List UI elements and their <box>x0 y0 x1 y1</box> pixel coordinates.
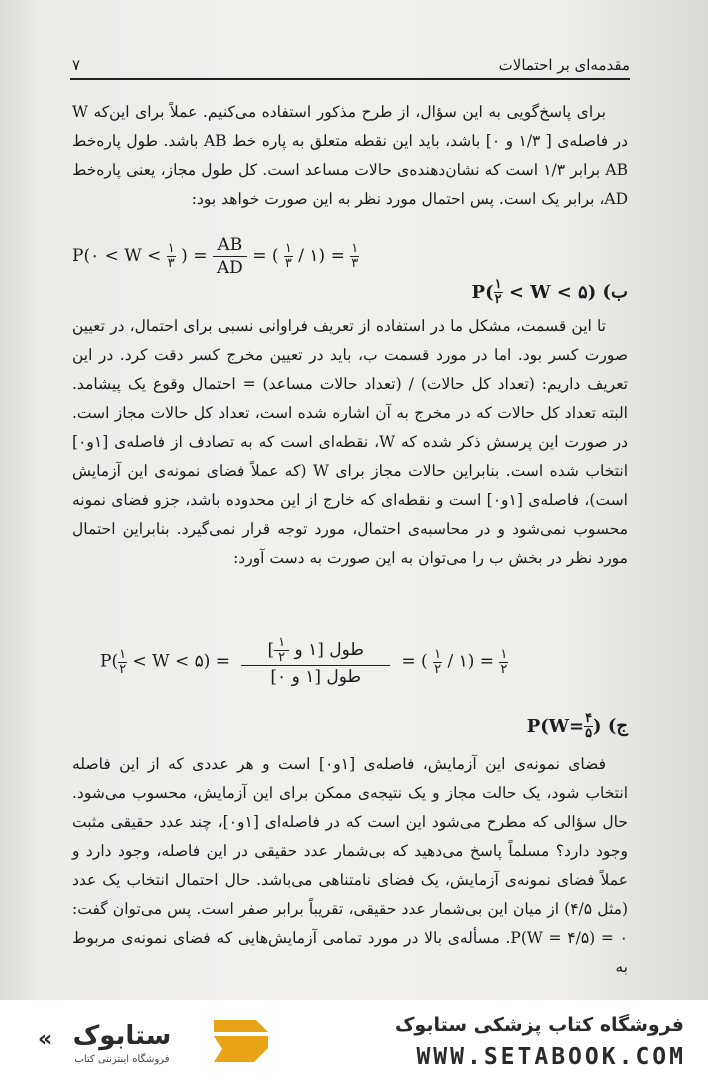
shop-url[interactable]: WWW.SETABOOK.COM <box>416 1044 686 1070</box>
eq1-lhs-a: P(۰ < W < <box>72 246 162 266</box>
logo-subtext: فروشگاه اینترنتی کتاب <box>74 1054 170 1065</box>
running-header <box>70 56 630 80</box>
eq1-lhs-b: ) = <box>181 246 208 266</box>
eq1-frac-2 <box>284 242 293 271</box>
eq2-frac-g <box>433 648 442 677</box>
store-footer <box>0 1000 708 1080</box>
heading-b-frac-n: ۱ <box>494 277 502 292</box>
shop-title: فروشگاه کتاب پزشکی ستابوک <box>394 1014 684 1036</box>
eq2-g-n: ۱ <box>434 646 442 662</box>
eq2-frac-d: ۲ <box>119 661 127 677</box>
heading-c-formula <box>526 711 602 741</box>
eq2-h-n: ۱ <box>500 646 508 662</box>
logo-text: ستابوک <box>72 1021 172 1051</box>
eq1-frac-3 <box>350 242 359 271</box>
eq2-length-frac <box>241 636 390 688</box>
page-number: ۷ <box>72 56 81 74</box>
eq1-frac-n: ۱ <box>167 241 175 256</box>
paragraph-3-text: فضای نمونه‌ی این آزمایش، فاصله‌ی [۱و۰] است و هر عددی که از این فاصله انتخاب شود، یک حالت مجاز و یک نتیجه‌ی ممکن برای این آزمایش، محسوب می‌شود. حال سؤالی که مطرح می‌شود این است که در فاصله‌ای [۱و۰]، چند عدد حقیقی مثبت وجود دارد؟ مسلماً پاسخ می‌دهید که بی‌شمار عدد حقیقی در این فاصله، وجود دارد و عملاً فضای نمونه‌ی آزمایش، یک فضای نامتناهی می‌باشد. حال احتمال انتخاب یک عدد (مثل ۴/۵) از میان این بی‌شمار عدد حقیقی، تقریباً برابر صفر است. پس می‌توان گفت: P(W = ۴/۵) = ۰. مسأله‌ی بالا در مورد تمامی آزمایش‌هایی که فضای نمونه‌ی مربوط به <box>72 755 628 976</box>
eq1-ad: AD <box>216 258 243 278</box>
eq2-frac-n: ۱ <box>119 646 127 662</box>
heading-b-formula <box>471 277 597 307</box>
eq2-num-close: ] <box>267 640 275 660</box>
heading-c <box>527 712 628 741</box>
logo-chevron-icon <box>214 1020 268 1062</box>
heading-c-prefix: ج) <box>607 715 628 737</box>
heading-c-frac-n: ۴ <box>585 711 593 726</box>
logo-arrows-icon: « <box>38 1027 53 1052</box>
eq1-frac-d: ۳ <box>167 256 175 271</box>
heading-c-frac <box>584 712 593 741</box>
heading-c-p: P(W= <box>526 715 585 737</box>
eq1-f2-n: ۱ <box>284 241 292 256</box>
heading-b-rest: < W < ۵) <box>508 281 597 303</box>
eq2-lhs-b: < W < ۵) = <box>132 651 231 672</box>
heading-c-close: ) <box>593 715 602 737</box>
eq1-ab-ad <box>213 234 247 279</box>
eq2-lhs-a: P( <box>100 651 119 672</box>
paragraph-3 <box>72 750 628 982</box>
eq1-f2-d: ۳ <box>284 256 292 271</box>
heading-b-p: P( <box>471 281 494 303</box>
eq2-frac <box>118 648 127 677</box>
paragraph-2 <box>72 312 628 573</box>
eq2-num-text: طول [۱ و <box>294 640 364 660</box>
eq2-num-frac-n: ۱ <box>274 636 289 651</box>
eq1-f3-n: ۱ <box>351 241 359 256</box>
eq2-den-text: طول [۱ و ۰] <box>270 667 362 687</box>
paragraph-2-text: تا این قسمت، مشکل ما در استفاده از تعریف فراوانی نسبی برای احتمال، در تعیین صورت کسر بود. اما در مورد قسمت ب، باید در تعیین مخرج کسر دقت کرد. در این تعریف داریم: (تعداد کل حالات) / (تعداد حالات مساعد) = احتمال وقوع یک پیشامد. البته تعداد کل حالات که در مخرج به آن اشاره شده است، تعداد کل حالات مجاز است. در صورت این پرسش ذکر شده که W، نقطه‌ای است که به تصادف از فاصله‌ی [۱و۰] انتخاب شده است. بنابراین حالات مجاز برای W (که عملاً فضای نمونه‌ی این آزمایش است)، فاصله‌ی [۱و۰] است و نقطه‌ای که خارج از این محدوده باشد، جزو فضای نمونه محسوب نمی‌شود و در محاسبه‌ی احتمال، مورد توجه قرار نمی‌گیرد. بنابراین احتمال مورد نظر در بخش ب را می‌توان به این صورت به دست آورد: <box>72 317 628 567</box>
equation-1 <box>72 234 359 279</box>
eq1-ab: AB <box>213 234 247 257</box>
eq2-num-frac-d: ۲ <box>278 650 286 665</box>
eq1-frac <box>167 242 176 271</box>
setabook-logo[interactable] <box>24 1014 269 1068</box>
heading-b-prefix: ب) <box>602 281 628 303</box>
paragraph-1-text: برای پاسخ‌گویی به این سؤال، از طرح مذکور استفاده می‌کنیم. عملاً برای این‌که W در فاصله‌ی [ ۱/۳ و ۰] باشد، باید این نقطه متعلق به پاره خط AB باشد. طول پاره‌خط AB برابر ۱/۳ است که نشان‌دهنده‌ی حالات مساعد است. کل طول مجاز، یعنی پاره‌خط AD، برابر یک است. پس احتمال مورد نظر به این صورت خواهد بود: <box>72 103 628 208</box>
running-title: مقدمه‌ای بر احتمالات <box>498 56 630 74</box>
eq2-frac-h <box>499 648 508 677</box>
eq1-rhs-b: / ۱) = <box>298 246 345 266</box>
eq2-length-num <box>241 636 390 666</box>
heading-c-frac-d: ۵ <box>585 726 593 741</box>
equation-2 <box>100 636 508 688</box>
heading-b-frac-d: ۲ <box>494 292 502 307</box>
paragraph-1 <box>72 98 628 214</box>
eq2-num-frac <box>274 636 289 665</box>
heading-b <box>472 278 628 307</box>
eq1-f3-d: ۳ <box>351 256 359 271</box>
eq2-rhs-b: / ۱) = <box>447 651 494 672</box>
eq1-rhs-a: = ( <box>252 246 279 266</box>
eq2-g-d: ۲ <box>434 661 442 677</box>
eq2-rhs-a: = ( <box>401 651 428 672</box>
eq2-h-d: ۲ <box>500 661 508 677</box>
heading-b-frac <box>494 278 503 307</box>
